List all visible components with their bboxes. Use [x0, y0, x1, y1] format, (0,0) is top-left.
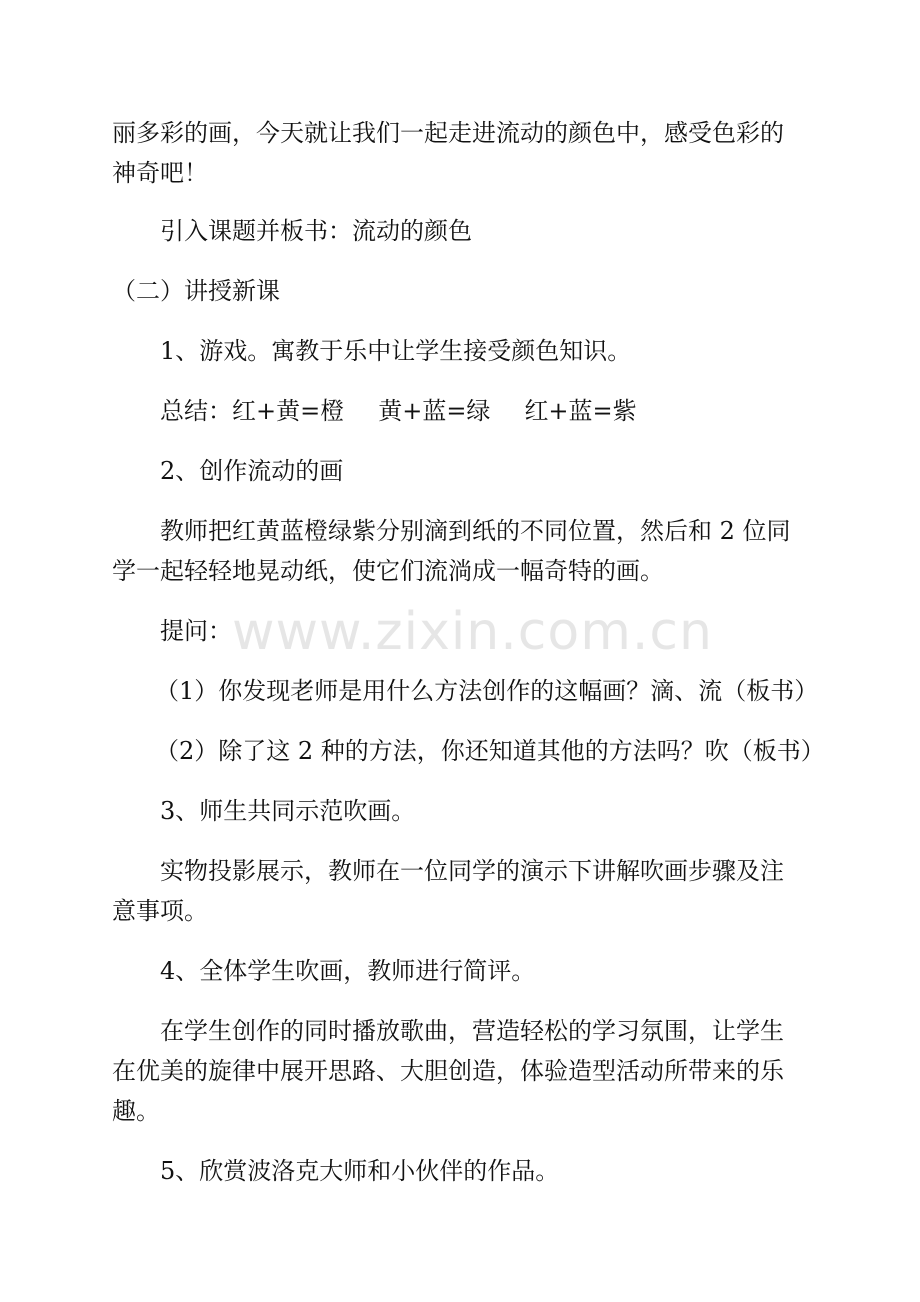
watermark-text: www.zixin.com.cn [232, 602, 713, 662]
summary-yellow-blue: 黄+蓝=绿 [378, 397, 491, 425]
item-2-heading: 2、创作流动的画 [160, 457, 344, 485]
paragraph-line-9: 学一起轻轻地晃动纸，使它们流淌成一幅奇特的画。 [112, 557, 664, 585]
item-3-heading: 3、师生共同示范吹画。 [160, 797, 416, 825]
paragraph-line-17: 在学生创作的同时播放歌曲，营造轻松的学习氛围，让学生 [160, 1017, 784, 1045]
summary-line [160, 393, 637, 429]
item-4-heading: 4、全体学生吹画，教师进行简评。 [160, 957, 536, 985]
question-label: 提问： [160, 617, 232, 645]
paragraph-line-15: 意事项。 [112, 897, 208, 925]
question-2: （2）除了这 2 种的方法，你还知道其他的方法吗？吹（板书） [155, 737, 825, 765]
paragraph-line-18: 在优美的旋律中展开思路、大胆创造，体验造型活动所带来的乐 [112, 1057, 784, 1085]
paragraph-line-14: 实物投影展示，教师在一位同学的演示下讲解吹画步骤及注 [160, 857, 784, 885]
summary-red-yellow: 总结：红+黄=橙 [160, 397, 345, 425]
item-1-heading: 1、游戏。寓教于乐中让学生接受颜色知识。 [160, 337, 632, 365]
paragraph-line-2: 神奇吧！ [112, 159, 208, 187]
paragraph-line-19: 趣。 [112, 1097, 160, 1125]
item-5-heading: 5、欣赏波洛克大师和小伙伴的作品。 [160, 1157, 560, 1185]
paragraph-line-8: 教师把红黄蓝橙绿紫分别滴到纸的不同位置，然后和 2 位同 [160, 517, 791, 545]
section-heading: （二）讲授新课 [112, 277, 280, 305]
question-1: （1）你发现老师是用什么方法创作的这幅画？滴、流（板书） [155, 677, 819, 705]
topic-line: 引入课题并板书：流动的颜色 [160, 217, 472, 245]
paragraph-line-1: 丽多彩的画，今天就让我们一起走进流动的颜色中，感受色彩的 [112, 119, 784, 147]
summary-red-blue: 红+蓝=紫 [524, 397, 637, 425]
